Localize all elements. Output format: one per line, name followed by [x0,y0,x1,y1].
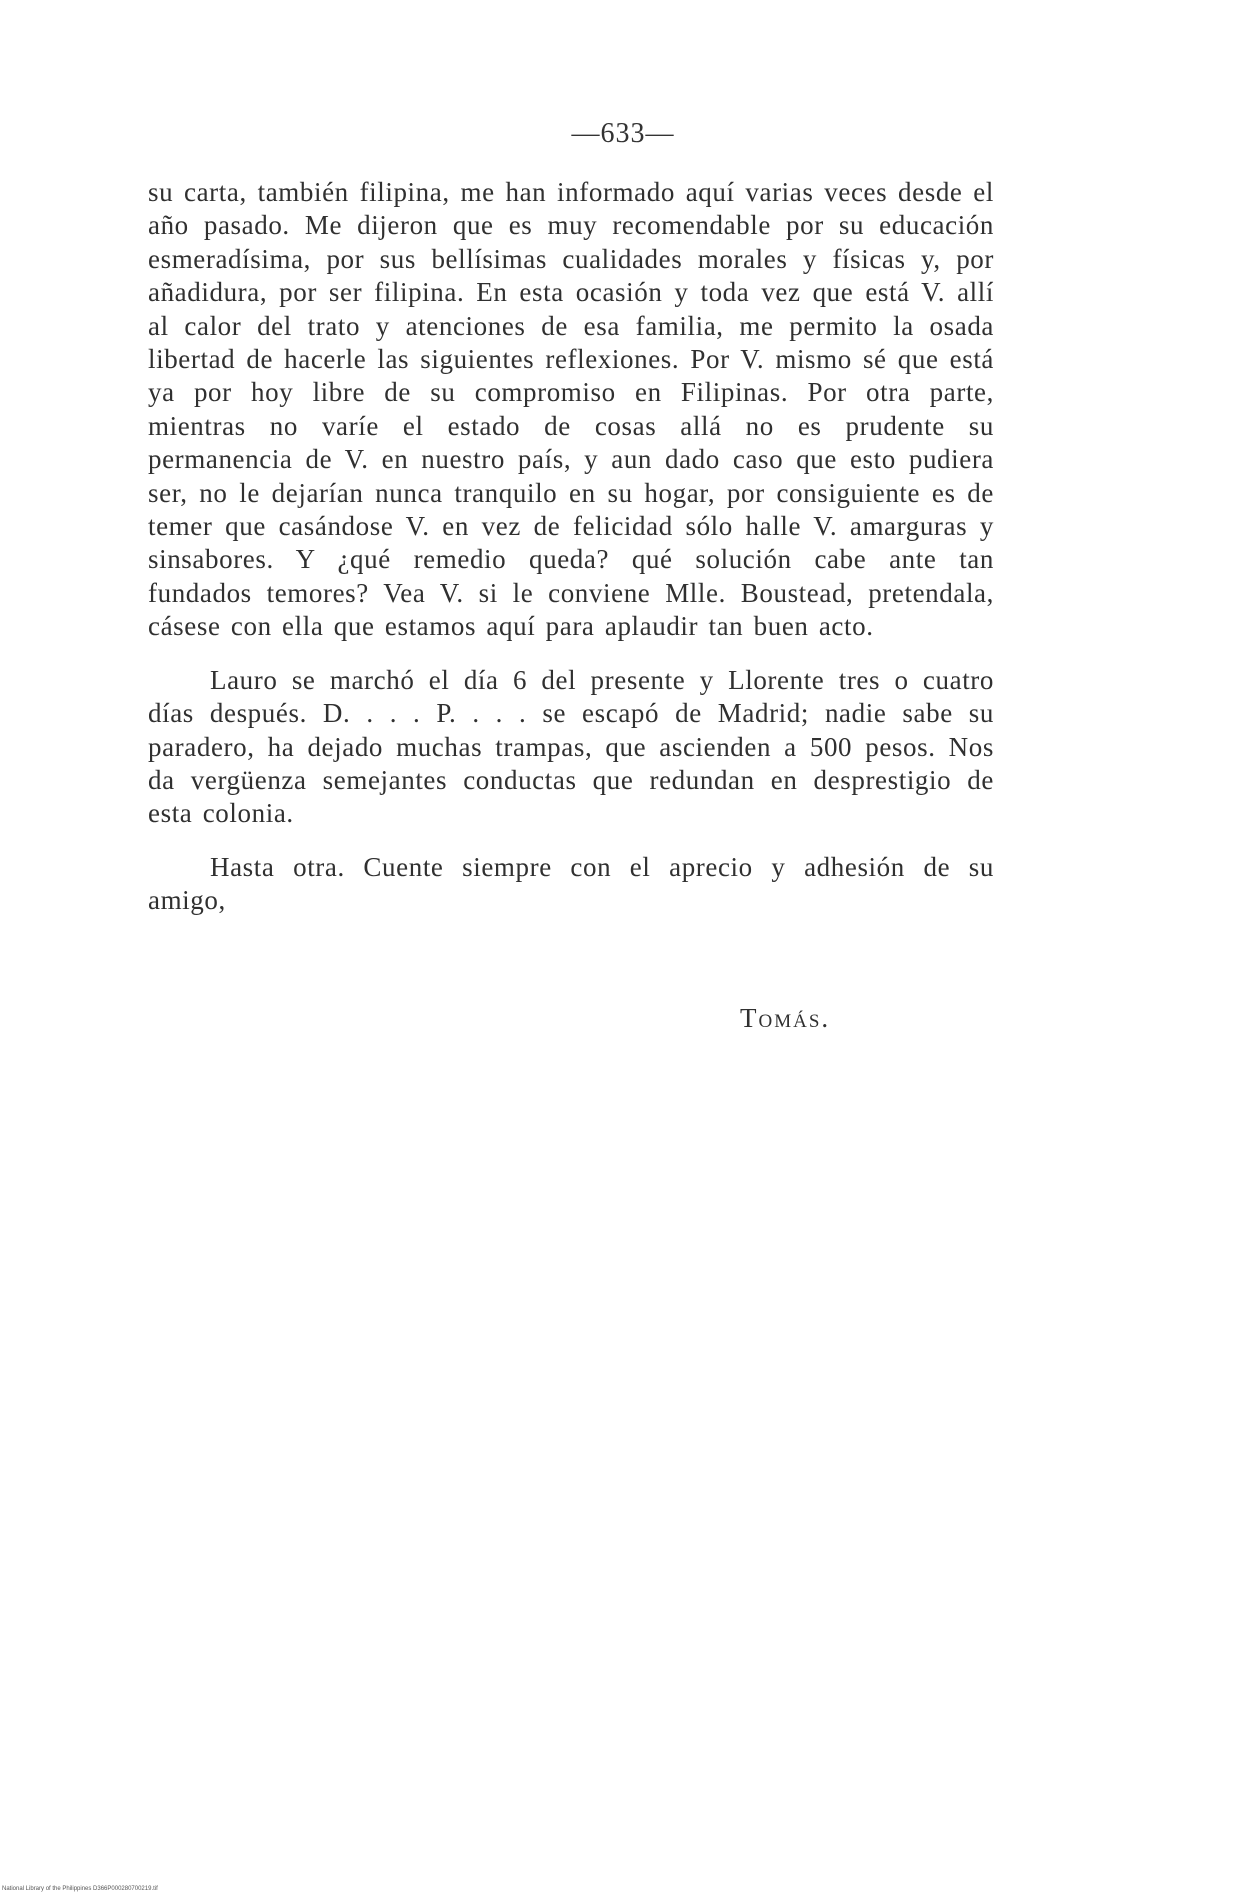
footer-credit: National Library of the Philippines D366P000280700219.tif [2,1886,158,1892]
paragraph-1: su carta, también filipina, me han informado aquí varias veces desde el año pasado. Me dijeron que es muy recomendable por su educación esmeradísima, por sus bellísimas cualidades morales y físicas y, por añadidura, por ser filipina. En esta ocasión y toda vez que está V. allí al calor del trato y atenciones de esa familia, me permito la osada libertad de hacerle las siguientes reflexiones. Por V. mismo sé que está ya por hoy libre de su compromiso en Filipinas. Por otra parte, mientras no varíe el estado de cosas allá no es prudente su permanencia de V. en nuestro país, y aun dado caso que esto pudiera ser, no le dejarían nunca tranquilo en su hogar, por consiguiente es de temer que casándose V. en vez de felicidad sólo halle V. amarguras y sinsabores. Y ¿qué remedio queda? qué solución cabe ante tan fundados temores? Vea V. si le conviene Mlle. Boustead, pretendala, cásese con ella que estamos aquí para aplaudir tan buen acto. [148,177,994,642]
paragraph-2: Lauro se marchó el día 6 del presente y Llorente tres o cuatro días después. D. . . . P. . . . se escapó de Madrid; nadie sabe su paradero, ha dejado muchas trampas, que ascienden a 500 pesos. Nos da vergüenza semejantes conductas que redundan en desprestigio de esta colonia. [148,664,994,829]
letter-body [148,176,994,918]
signature: Tomás. [740,1003,831,1033]
page-number: —633— [571,118,675,149]
paragraph-3: Hasta otra. Cuente siempre con el aprecio y adhesión de su amigo, [148,851,994,916]
